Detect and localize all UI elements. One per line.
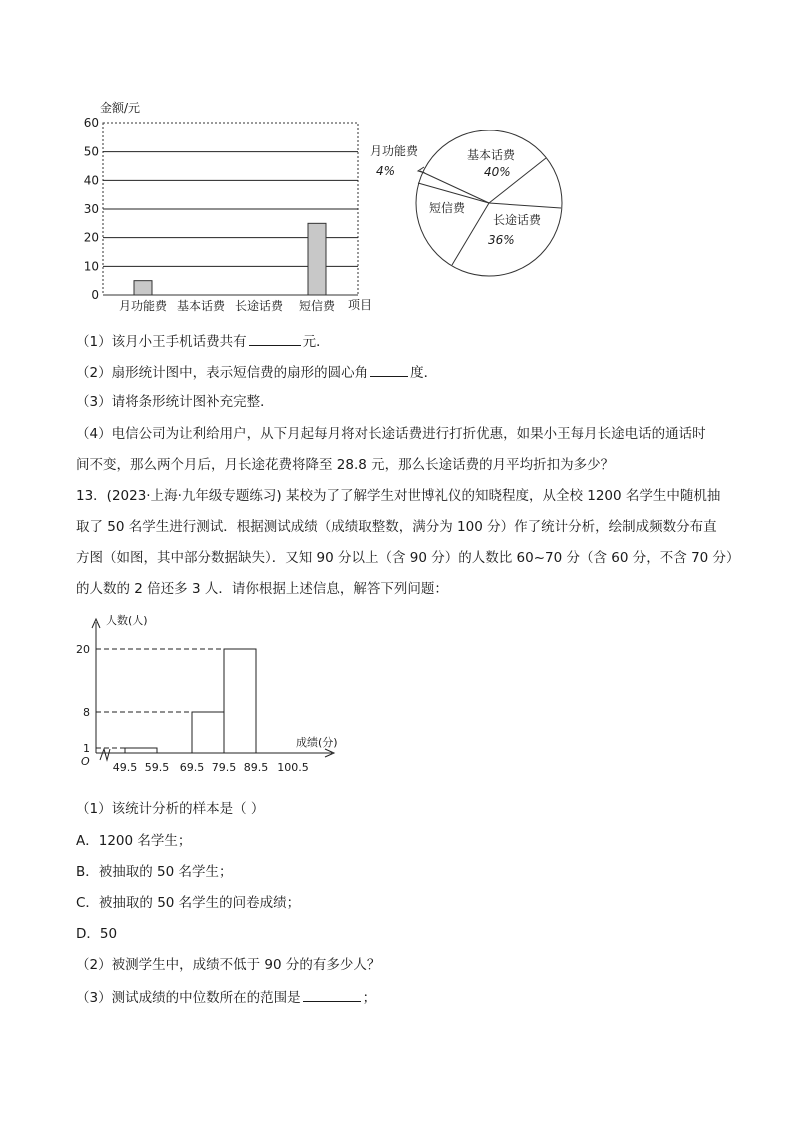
y-tick-label: 20 [83, 230, 99, 245]
histogram-ylabel: 人数(人) [106, 614, 148, 627]
x-tick-label: 基本话费 [176, 299, 226, 313]
y-tick-label: 40 [83, 173, 99, 188]
x-tick-label: 短信费 [298, 299, 336, 313]
bar-chart [70, 98, 390, 318]
q13-stem-line3: 方图（如图，其中部分数据缺失）．又知 90 分以上（含 90 分）的人数比 60~70 分（含 60 分，不含 70 分） [76, 550, 740, 566]
x-tick-label: 月功能费 [118, 299, 168, 313]
q12-part1: （1）该月小王手机话费共有 元． [76, 331, 330, 351]
q13-part2: （2）被测学生中，成绩不低于 90 分的有多少人？ [76, 957, 381, 973]
pie-divider [420, 171, 489, 203]
option-b[interactable]: B．被抽取的 50 名学生； [76, 864, 233, 880]
pie-slice-label: 短信费 [429, 201, 466, 215]
q13-stem-line1: 13．(2023·上海·九年级专题练习) 某校为了了解学生对世博礼仪的知晓程度，从全校 1200 名学生中随机抽 [76, 488, 721, 504]
pie-slice-label: 月功能费 [370, 144, 419, 158]
x-tick-label: 长途话费 [234, 299, 284, 313]
bar-chart-ylabel: 金额/元 [100, 101, 141, 115]
histogram-bar [192, 712, 224, 753]
q13-stem-line2: 取了 50 名学生进行测试．根据测试成绩（成绩取整数，满分为 100 分）作了统计分析，绘制成频数分布直 [76, 519, 717, 535]
histogram-origin: O [81, 755, 90, 768]
y-tick-label: 20 [76, 643, 90, 656]
q12-part4-line2: 间不变，那么两个月后，月长途花费将降至 28.8 元，那么长途话费的月平均折扣为多少？ [76, 457, 615, 473]
q12-part3: （3）请将条形统计图补充完整． [76, 394, 274, 410]
q13-part3: （3）测试成绩的中位数所在的范围是 ； [76, 987, 376, 1007]
option-d[interactable]: D．50 [76, 926, 118, 942]
y-tick-label: 10 [83, 259, 99, 274]
x-tick-label: 79.5 [211, 761, 237, 774]
q13-stem-line4: 的人数的 2 倍还多 3 人．请你根据上述信息，解答下列问题： [76, 581, 448, 597]
q12-part2: （2）扇形统计图中，表示短信费的扇形的圆心角 度． [76, 362, 437, 382]
y-tick-label: 1 [83, 742, 90, 755]
y-tick-label: 8 [83, 706, 90, 719]
bar-chart-xlabel: 项目 [348, 298, 373, 312]
pie-slice-label: 长途话费 [493, 213, 542, 227]
histogram-xlabel: 成绩(分) [296, 736, 338, 749]
axis-break-icon [100, 749, 110, 760]
answer-blank[interactable] [249, 331, 301, 346]
pie-slice-label: 基本话费 [467, 148, 516, 162]
q13-part1: （1）该统计分析的样本是（ ） [76, 801, 265, 817]
y-tick-label: 50 [83, 144, 99, 159]
x-tick-label: 69.5 [179, 761, 205, 774]
histogram [70, 608, 360, 783]
x-tick-label: 59.5 [144, 761, 170, 774]
bar [308, 223, 326, 295]
pie-chart [360, 130, 580, 280]
bar [134, 281, 152, 295]
x-tick-label: 100.5 [277, 761, 309, 774]
option-a[interactable]: A．1200 名学生； [76, 833, 192, 849]
pie-slice-pct: 36% [488, 233, 515, 247]
pie-slice-pct: 4% [376, 164, 396, 178]
x-tick-label: 89.5 [243, 761, 269, 774]
pie-divider [489, 203, 561, 208]
y-tick-label: 0 [91, 288, 99, 302]
option-c[interactable]: C．被抽取的 50 名学生的问卷成绩； [76, 895, 301, 911]
pie-slice-pct: 40% [484, 165, 511, 179]
q12-part4-line1: （4）电信公司为让利给用户，从下月起每月将对长途话费进行打折优惠，如果小王每月长途电话的通话时 [76, 426, 706, 442]
answer-blank[interactable] [370, 362, 408, 377]
histogram-bar [125, 748, 157, 753]
x-tick-label: 49.5 [112, 761, 138, 774]
histogram-bar [224, 649, 256, 753]
y-tick-label: 60 [83, 116, 99, 130]
answer-blank[interactable] [303, 987, 361, 1002]
y-tick-label: 30 [83, 202, 99, 216]
